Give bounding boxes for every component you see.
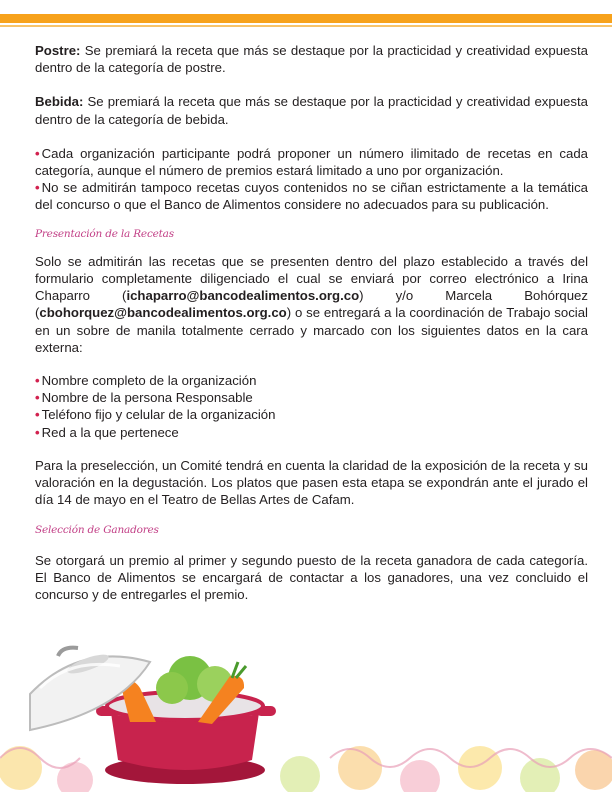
bullet-icon: • (35, 424, 40, 440)
top-accent-line (0, 25, 612, 27)
list-item (35, 406, 588, 423)
list-item-text: Nombre completo de la organización (41, 373, 257, 389)
bebida-label: Bebida: (35, 94, 84, 110)
list-item (35, 372, 588, 389)
seleccion-paragraph: Se otorgará un premio al primer y segundo puesto de la receta ganadora de cada categoría. El Banco de Alimentos se encargará de contactar a los ganadores, una vez concluido el concurso y de entregarles el premio. (35, 552, 588, 603)
cooking-pot-with-vegetables-icon (0, 618, 612, 792)
list-item-text: Red a la que pertenece (41, 424, 179, 440)
postre-paragraph (35, 42, 588, 76)
section-title-presentacion: Presentación de la Recetas (35, 227, 174, 240)
postre-text: Se premiará la receta que más se destaque por la practicidad y creatividad expuesta dentro de la categoría de postre. (35, 43, 588, 76)
bullet-icon: • (35, 145, 40, 161)
email-marcela[interactable]: cbohorquez@bancodealimentos.org.co (39, 305, 287, 321)
bebida-text: Se premiará la receta que más se destaque por la practicidad y creatividad expuesta dentro de la categoría de bebida. (35, 94, 588, 127)
list-item-text: Nombre de la persona Responsable (41, 390, 253, 406)
section-title-seleccion: Selección de Ganadores (35, 524, 159, 537)
cooking-pot-illustration (0, 618, 612, 792)
presentacion-text: Solo se admitirán las recetas que se presenten dentro del plazo establecido a través del formulario completamente diligenciado el cual se enviará por correo electrónico a Irina Chaparro ( (35, 253, 588, 304)
presentacion-text: ) o se entregará a la coordinación de Trabajo social en un sobre de manila totalmente cerrado y marcado con los siguientes datos en la cara externa: (35, 305, 588, 355)
bebida-paragraph (35, 93, 588, 127)
email-irina[interactable]: ichaparro@bancodealimentos.org.co (126, 288, 360, 304)
postre-label: Postre: (35, 43, 81, 58)
rule-text: Cada organización participante podrá proponer un número ilimitado de recetas en cada categoría, aunque el número de premios estará limitado a uno por organización. (35, 145, 588, 179)
list-item (35, 424, 588, 441)
bullet-icon: • (35, 180, 40, 196)
list-item-text: Teléfono fijo y celular de la organización (41, 407, 276, 423)
rule-text: No se admitirán tampoco recetas cuyos contenidos no se ciñan estrictamente a la temática del concurso o que el Banco de Alimentos considere no adecuados para su publicación. (35, 180, 588, 213)
preseleccion-paragraph: Para la preselección, un Comité tendrá en cuenta la claridad de la exposición de la receta y su valoración en la degustación. Los platos que pasen esta etapa se expondrán ante el jurado el día 14 de mayo en el Teatro de Bellas Artes de Cafam. (35, 457, 588, 508)
bullet-icon: • (35, 373, 40, 389)
list-item (35, 389, 588, 406)
top-accent-bar (0, 14, 612, 23)
rule-item (35, 179, 588, 213)
bullet-icon: • (35, 390, 40, 406)
rule-item (35, 145, 588, 179)
requirements-list (35, 372, 588, 441)
presentacion-text: ) y/o Marcela Bohórquez ( (35, 288, 588, 321)
presentacion-paragraph (35, 253, 588, 356)
bullet-icon: • (35, 407, 40, 423)
document-body (35, 42, 588, 603)
